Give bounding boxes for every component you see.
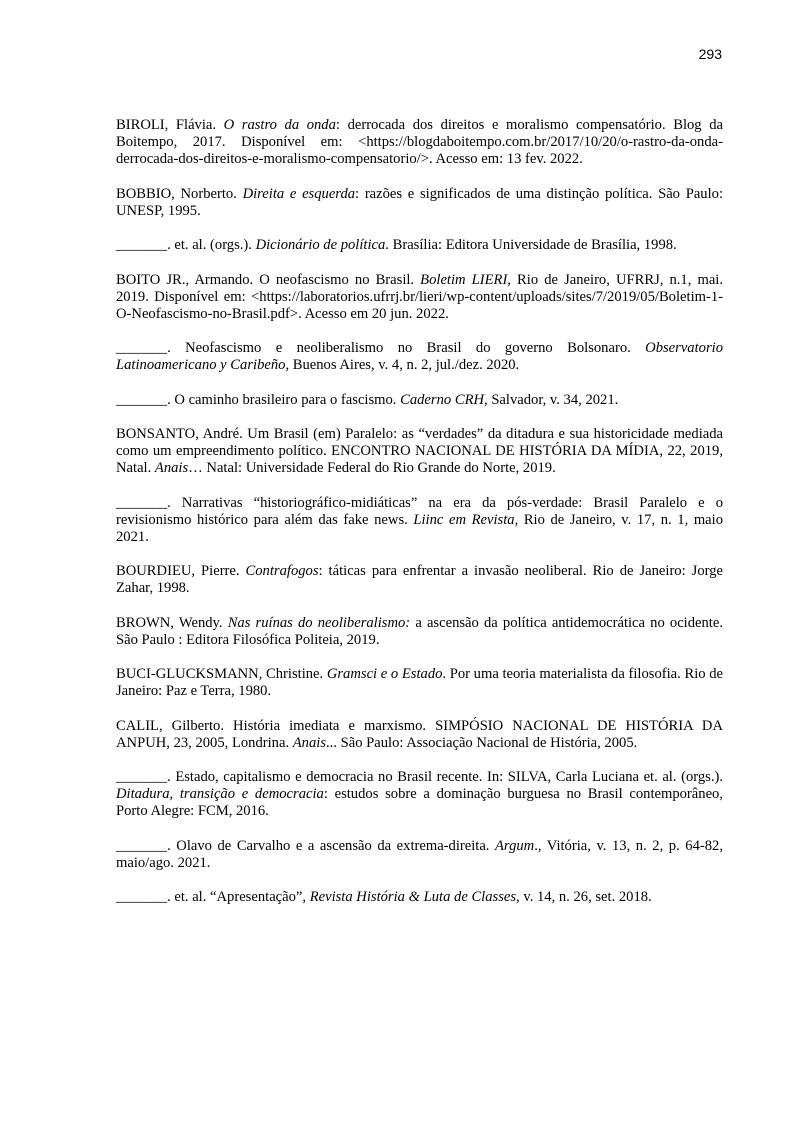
reference-title: Caderno CRH, <box>400 391 488 408</box>
reference-text: BOITO JR., Armando. O neofascismo no Brasil. <box>116 271 421 288</box>
reference-title: Dicionário de política <box>255 237 386 253</box>
reference-title: Contrafogos <box>245 563 319 579</box>
reference-text: . Por uma teoria materialista da filosofia. Rio de Janeiro: Paz e Terra, 1980. <box>116 666 723 699</box>
reference-entry <box>116 718 723 752</box>
reference-entry <box>116 666 723 700</box>
reference-title: Anais <box>292 734 326 751</box>
reference-text: . Brasília: Editora Universidade de Brasília, 1998. <box>385 237 677 253</box>
reference-entry <box>116 272 723 323</box>
reference-title: Liinc em Revista <box>413 511 515 528</box>
reference-entry <box>116 769 723 820</box>
reference-entry <box>116 392 723 409</box>
reference-text: _______. Narrativas “historiográfico-midiáticas” na era da pós-verdade: Brasil Paralelo e o revisionismo histórico para além das fake news. <box>116 494 723 528</box>
reference-title: Argum <box>495 837 535 854</box>
reference-text: a ascensão da política antidemocrática no ocidente. São Paulo : Editora Filosófica Politeia, 2019. <box>116 614 723 648</box>
reference-entry <box>116 117 723 168</box>
reference-text: BOURDIEU, Pierre. <box>116 563 246 579</box>
reference-text: : estudos sobre a dominação burguesa no Brasil contemporâneo, Porto Alegre: FCM, 2016. <box>116 786 723 819</box>
reference-text: BOBBIO, Norberto. <box>116 185 243 202</box>
reference-text: BUCI-GLUCKSMANN, Christine. <box>116 666 327 682</box>
reference-text: _______. Neofascismo e neoliberalismo no Brasil do governo Bolsonaro. <box>116 340 646 356</box>
reference-entry <box>116 426 723 477</box>
reference-entry <box>116 495 723 546</box>
reference-text: ... São Paulo: Associação Nacional de História, 2005. <box>326 734 638 751</box>
reference-entry <box>116 615 723 649</box>
reference-text: , Rio de Janeiro, v. 17, n. 1, maio 2021. <box>116 511 723 545</box>
reference-entry <box>116 340 723 374</box>
reference-text: Rio de Janeiro, UFRRJ, n.1, mai. 2019. Disponível em: <https://laboratorios.ufrrj.br/lieri/wp-content/uploads/sites/7/2019/05/Boletim-1-O-Neofascismo-no-Brasil.pdf>. Acesso em 20 jun. 2022. <box>116 271 723 322</box>
reference-list <box>116 117 723 924</box>
reference-entry <box>116 889 723 906</box>
reference-text: BONSANTO, André. Um Brasil (em) Paralelo: as “verdades” da ditadura e sua historicidade mediada como um empreendimento político. ENCONTRO NACIONAL DE HISTÓRIA DA MÍDIA, 22, 2019, Natal. <box>116 426 723 476</box>
reference-text: _______. Estado, capitalismo e democracia no Brasil recente. In: SILVA, Carla Luciana et. al. (orgs.). <box>116 769 723 785</box>
page-number: 293 <box>698 46 722 62</box>
reference-text: _______. et. al. “Apresentação”, <box>116 889 310 905</box>
reference-title: Gramsci e o Estado <box>326 666 443 682</box>
reference-text: : táticas para enfrentar a invasão neoliberal. Rio de Janeiro: Jorge Zahar, 1998. <box>116 563 723 596</box>
reference-title: Observatorio Latinoamericano y Caribeño <box>116 340 723 373</box>
reference-text: _______. Olavo de Carvalho e a ascensão da extrema-direita. <box>116 837 496 854</box>
reference-title: Anais <box>154 460 189 476</box>
reference-text: , v. 14, n. 26, set. 2018. <box>516 889 652 905</box>
reference-title: Direita e esquerda <box>242 185 356 202</box>
reference-title: Ditadura, transição e democracia <box>116 786 324 802</box>
reference-title: Nas ruínas do neoliberalismo: <box>227 614 411 631</box>
reference-text: CALIL, Gilberto. História imediata e marxismo. SIMPÓSIO NACIONAL DE HISTÓRIA DA ANPUH, 23, 2005, Londrina. <box>116 717 723 751</box>
reference-entry <box>116 838 723 872</box>
reference-text: … Natal: Universidade Federal do Rio Grande do Norte, 2019. <box>188 460 556 476</box>
reference-text: _______. et. al. (orgs.). <box>116 237 256 253</box>
reference-entry <box>116 563 723 597</box>
reference-entry <box>116 237 723 254</box>
reference-text: _______. O caminho brasileiro para o fascismo. <box>116 391 401 408</box>
reference-title: Boletim LIERI, <box>420 271 511 288</box>
reference-text: , Buenos Aires, v. 4, n. 2, jul./dez. 2020. <box>285 357 520 373</box>
reference-title: Revista História & Luta de Classes <box>309 889 517 905</box>
reference-text: : derrocada dos direitos e moralismo compensatório. Blog da Boitempo, 2017. Disponível em: <https://blogdaboitempo.com.br/2017/10/20/o-rastro-da-onda-derrocada-dos-direitos-e-moralismo-compensatorio/>. Acesso em: 13 fev. 2022. <box>116 117 723 167</box>
reference-title: O rastro da onda <box>223 117 336 133</box>
reference-entry <box>116 186 723 220</box>
reference-text: ., Vitória, v. 13, n. 2, p. 64-82, maio/ago. 2021. <box>116 837 723 871</box>
reference-text: : razões e significados de uma distinção política. São Paulo: UNESP, 1995. <box>116 185 723 219</box>
reference-text: Salvador, v. 34, 2021. <box>487 391 619 408</box>
reference-text: BROWN, Wendy. <box>116 614 228 631</box>
reference-text: BIROLI, Flávia. <box>116 117 224 133</box>
